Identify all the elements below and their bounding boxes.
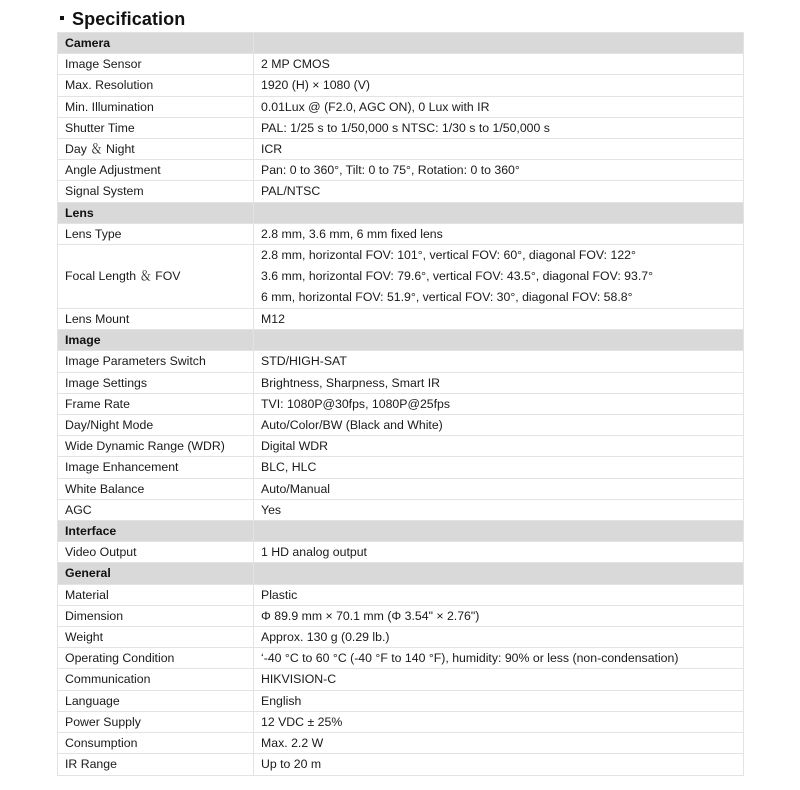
section-header-blank-cell xyxy=(254,330,744,351)
spec-value: Up to 20 m xyxy=(254,754,744,775)
spec-label: Material xyxy=(58,584,254,605)
spec-value: ‘-40 °C to 60 °C (-40 °F to 140 °F), humidity: 90% or less (non-condensation) xyxy=(254,648,744,669)
spec-row xyxy=(58,436,744,457)
spec-value: Plastic xyxy=(254,584,744,605)
spec-value: Auto/Manual xyxy=(254,478,744,499)
spec-value: Approx. 130 g (0.29 lb.) xyxy=(254,627,744,648)
spec-value: 1920 (H) × 1080 (V) xyxy=(254,75,744,96)
section-title: Interface xyxy=(58,521,254,542)
spec-row xyxy=(58,457,744,478)
spec-row xyxy=(58,478,744,499)
spec-value: BLC, HLC xyxy=(254,457,744,478)
section-header-image xyxy=(58,330,744,351)
spec-row xyxy=(58,117,744,138)
spec-label: Day ＆ Night xyxy=(58,139,254,160)
specification-table xyxy=(57,32,744,776)
spec-label: IR Range xyxy=(58,754,254,775)
spec-value: M12 xyxy=(254,309,744,330)
spec-value: English xyxy=(254,690,744,711)
spec-value: PAL/NTSC xyxy=(254,181,744,202)
spec-value: 2 MP CMOS xyxy=(254,54,744,75)
spec-label: Language xyxy=(58,690,254,711)
spec-label: Focal Length ＆ FOV xyxy=(58,245,254,309)
spec-label: Angle Adjustment xyxy=(58,160,254,181)
spec-value: Yes xyxy=(254,499,744,520)
spec-value-line: 3.6 mm, horizontal FOV: 79.6°, vertical FOV: 43.5°, diagonal FOV: 93.7° xyxy=(261,269,654,284)
spec-value: ICR xyxy=(254,139,744,160)
spec-row xyxy=(58,754,744,775)
spec-value xyxy=(254,245,744,309)
spec-label: Day/Night Mode xyxy=(58,415,254,436)
spec-label: Dimension xyxy=(58,605,254,626)
spec-value: 1 HD analog output xyxy=(254,542,744,563)
spec-label: Video Output xyxy=(58,542,254,563)
spec-label: Consumption xyxy=(58,733,254,754)
spec-value: Digital WDR xyxy=(254,436,744,457)
spec-label: Weight xyxy=(58,627,254,648)
section-header-blank-cell xyxy=(254,202,744,223)
spec-label: Max. Resolution xyxy=(58,75,254,96)
spec-value: Brightness, Sharpness, Smart IR xyxy=(254,372,744,393)
spec-row xyxy=(58,711,744,732)
spec-value: Auto/Color/BW (Black and White) xyxy=(254,415,744,436)
spec-row xyxy=(58,627,744,648)
section-header-blank-cell xyxy=(254,563,744,584)
section-title: Camera xyxy=(58,33,254,54)
spec-row xyxy=(58,54,744,75)
section-header-lens xyxy=(58,202,744,223)
spec-value: PAL: 1/25 s to 1/50,000 s NTSC: 1/30 s to 1/50,000 s xyxy=(254,117,744,138)
section-title: Image xyxy=(58,330,254,351)
spec-value-line: 6 mm, horizontal FOV: 51.9°, vertical FOV: 30°, diagonal FOV: 58.8° xyxy=(261,290,633,305)
spec-row xyxy=(58,733,744,754)
spec-label: Power Supply xyxy=(58,711,254,732)
spec-row xyxy=(58,160,744,181)
spec-value: 2.8 mm, 3.6 mm, 6 mm fixed lens xyxy=(254,223,744,244)
bullet-icon xyxy=(60,16,64,20)
spec-row xyxy=(58,309,744,330)
section-title: Lens xyxy=(58,202,254,223)
spec-label: Image Settings xyxy=(58,372,254,393)
spec-label: Wide Dynamic Range (WDR) xyxy=(58,436,254,457)
section-header-blank-cell xyxy=(254,33,744,54)
section-title: General xyxy=(58,563,254,584)
spec-row xyxy=(58,351,744,372)
spec-row xyxy=(58,372,744,393)
page-title xyxy=(60,9,185,30)
spec-row xyxy=(58,584,744,605)
spec-row xyxy=(58,415,744,436)
spec-row xyxy=(58,690,744,711)
spec-value: HIKVISION-C xyxy=(254,669,744,690)
spec-label: Frame Rate xyxy=(58,393,254,414)
spec-label: Image Enhancement xyxy=(58,457,254,478)
spec-row xyxy=(58,223,744,244)
page-title-text: Specification xyxy=(72,9,186,29)
spec-value: Pan: 0 to 360°, Tilt: 0 to 75°, Rotation: 0 to 360° xyxy=(254,160,744,181)
spec-row xyxy=(58,393,744,414)
spec-label: Min. Illumination xyxy=(58,96,254,117)
spec-value-line: 2.8 mm, horizontal FOV: 101°, vertical FOV: 60°, diagonal FOV: 122° xyxy=(261,248,636,263)
spec-label: Shutter Time xyxy=(58,117,254,138)
section-header-blank-cell xyxy=(254,521,744,542)
spec-value: 0.01Lux @ (F2.0, AGC ON), 0 Lux with IR xyxy=(254,96,744,117)
section-header-camera xyxy=(58,33,744,54)
spec-row xyxy=(58,181,744,202)
spec-value: 12 VDC ± 25% xyxy=(254,711,744,732)
section-header-general xyxy=(58,563,744,584)
spec-label: Operating Condition xyxy=(58,648,254,669)
spec-label: Lens Type xyxy=(58,223,254,244)
specification-table-body xyxy=(58,33,744,776)
spec-row xyxy=(58,499,744,520)
spec-label: Lens Mount xyxy=(58,309,254,330)
spec-label: Communication xyxy=(58,669,254,690)
section-header-interface xyxy=(58,521,744,542)
spec-row xyxy=(58,96,744,117)
spec-row xyxy=(58,542,744,563)
spec-value: TVI: 1080P@30fps, 1080P@25fps xyxy=(254,393,744,414)
spec-label: Signal System xyxy=(58,181,254,202)
spec-row xyxy=(58,245,744,309)
spec-label: Image Parameters Switch xyxy=(58,351,254,372)
spec-row xyxy=(58,648,744,669)
spec-value: Max. 2.2 W xyxy=(254,733,744,754)
spec-row xyxy=(58,75,744,96)
spec-label: White Balance xyxy=(58,478,254,499)
spec-label: Image Sensor xyxy=(58,54,254,75)
spec-value: STD/HIGH-SAT xyxy=(254,351,744,372)
spec-row xyxy=(58,669,744,690)
spec-row xyxy=(58,605,744,626)
spec-label: AGC xyxy=(58,499,254,520)
spec-value: Φ 89.9 mm × 70.1 mm (Φ 3.54" × 2.76") xyxy=(254,605,744,626)
spec-row xyxy=(58,139,744,160)
